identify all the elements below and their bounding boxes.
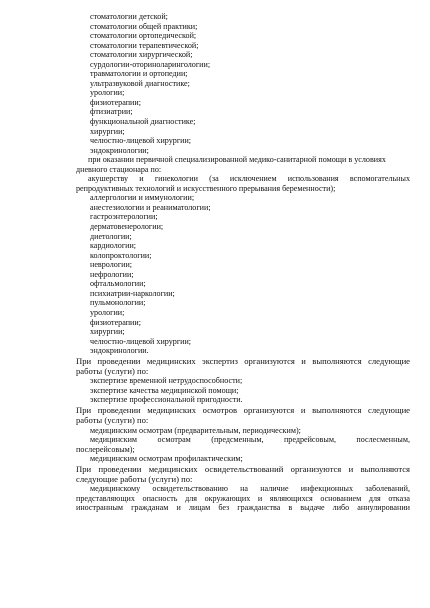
list-item: функциональной диагностике;: [90, 117, 196, 127]
section-heading-line: При проведении медицинских экспертиз организуются и выполняются следующие: [76, 355, 410, 366]
document-body: [76, 12, 410, 513]
list-item: эндокринологии.: [90, 346, 149, 356]
list-item: хирургии;: [90, 327, 125, 337]
list-item: пульмонологии;: [90, 298, 146, 308]
list-item: анестезиологии и реаниматологии;: [90, 202, 211, 212]
paragraph-line: медицинскому освидетельствованию на наличие инфекционных заболеваний,: [90, 484, 410, 494]
list-item: экспертизе временной нетрудоспособности;: [90, 376, 243, 386]
list-item: хирургии;: [90, 126, 125, 136]
paragraph-line: представляющих опасность для окружающих и являющихся основанием для отказа: [76, 493, 410, 503]
list-item: челюстно-лицевой хирургии;: [90, 136, 192, 146]
list-item: колопроктологии;: [90, 250, 152, 260]
list-item: дерматовенерологии;: [90, 222, 164, 232]
list-item: челюстно-лицевой хирургии;: [90, 336, 192, 346]
section-heading-line: При проведении медицинских осмотров организуются и выполняются следующие: [76, 404, 410, 415]
list-item: аллергологии и иммунологии;: [90, 193, 195, 203]
list-item: стоматологии общей практики;: [90, 21, 198, 31]
list-item: травматологии и ортопедии;: [90, 69, 188, 79]
list-item: офтальмологии;: [90, 279, 146, 289]
list-item: эндокринологии;: [90, 145, 149, 155]
list-item: ультразвуковой диагностике;: [90, 78, 190, 88]
list-item: медицинским осмотрам (предварительным, периодическим);: [90, 425, 301, 435]
list-item: стоматологии терапевтической;: [90, 40, 199, 50]
list-item: физиотерапии;: [90, 97, 141, 107]
list-item: медицинским осмотрам (предсменным, предрейсовым, послесменным,: [90, 435, 410, 445]
list-item: послерейсовым);: [76, 444, 135, 454]
paragraph-line: при оказании первичной специализированной медико-санитарной помощи в условиях: [88, 155, 386, 165]
list-item: нефрологии;: [90, 269, 134, 279]
section-heading-line: работы (услуги) по:: [76, 365, 149, 376]
list-item: психиатрии-наркологии;: [90, 288, 175, 298]
list-item: диетологии;: [90, 231, 132, 241]
paragraph-line: дневного стационара по:: [76, 164, 162, 174]
paragraph-line: репродуктивных технологий и искусственного прерывания беременности);: [76, 183, 336, 193]
list-item: сурдологии-оториноларингологии;: [90, 59, 211, 69]
list-item: стоматологии хирургической;: [90, 50, 193, 60]
section-heading-line: При проведении медицинских освидетельствований организуются и выполняются: [76, 463, 410, 474]
list-item: экспертизе качества медицинской помощи;: [90, 385, 239, 395]
list-item: стоматологии детской;: [90, 12, 168, 21]
list-item: стоматологии ортопедической;: [90, 31, 197, 41]
list-item: медицинским осмотрам профилактическим;: [90, 454, 243, 464]
list-item: фтизиатрии;: [90, 107, 133, 117]
section-heading-line: следующие работы (услуги) по:: [76, 474, 193, 484]
list-item: неврологии;: [90, 260, 133, 270]
paragraph-line: иностранным гражданам и лицам без гражданства в выдаче либо аннулировании: [76, 503, 410, 513]
section-heading-line: работы (услуги) по:: [76, 415, 149, 426]
list-item: урологии;: [90, 88, 125, 98]
list-item: физиотерапии;: [90, 317, 141, 327]
list-item: гастроэнтерологии;: [90, 212, 158, 222]
list-item: урологии;: [90, 307, 125, 317]
list-item: экспертизе профессиональной пригодности.: [90, 395, 243, 405]
paragraph-line: акушерству и гинекологии (за исключением использования вспомогательных: [88, 174, 410, 184]
list-item: кардиологии;: [90, 241, 137, 251]
